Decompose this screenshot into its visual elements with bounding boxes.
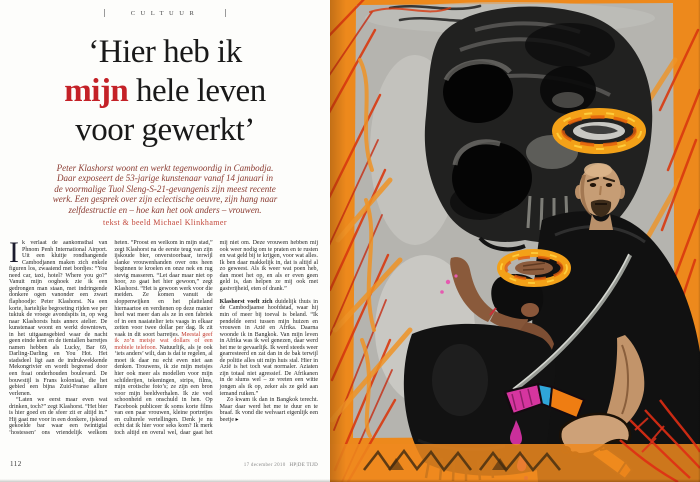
paragraph-4-text: Zo kwam ik dan in Bangkok terecht. Maar daar werd het me te duur en te braaf. Ik vond die welvaart eigenlijk een beetje [219, 397, 318, 423]
headline-line2-rest: hele leven [128, 73, 266, 109]
headline-line3: voor gewerkt’ [75, 112, 255, 148]
headline-accent-word: mijn [64, 73, 129, 109]
paragraph-2-text-a: “Laten we eerst maar even wat drinken, toch?” zegt Klashorst. “Het bier is hier goed en de sfeer zit er altijd in.” Hij gaat me voor in een donkere, ijskoud gekoelde bar waar een twintigtal ‘hostessen’ ons vriendelijk welkom heten. “Proost en welkom in mijn stad,” zegt Klashorst na de eerste teug van zijn ijskoude bier, onverstoorbaar, terwijl slanke vrouwenhanden over ons heen beginnen te kroelen en onze nek en rug stevig masseren. “Let daar maar niet op hoor, zo gaat het hier gewoon,” zegt Klashorst. “Het is gewoon werk voor die meiden. Ze komen vanuit de sloppenwijken en het platteland hiernaartoe en verdienen op deze manier heel wat meer dan als ze in een fabriek of in een naaiatelier iets vaags in elkaar zetten voor twee dollar per dag. Ik zit vaak in dit soort barretjes. [9, 240, 213, 436]
issue-date: 17 december 2010 [243, 463, 286, 468]
section-header [0, 9, 330, 17]
paragraph-1-text: k verlaat de aankomsthal van Phnom Penh International Airport. Uit een kluitje rondhangende Cambodjanen maken zich enkele figuren los, zwaaiend met bordjes: “You need car, taxi, hotel? Where you go?” Vanuit mijn ooghoek zie ik een gedrongen man staan, met indringende donkere ogen vanonder een zwart flaphoodje: Peter Klashorst. Na een korte, hartelijke begroeting rijden we per tuktuk de vroege avondspits in, op weg naar Klashorsts huis annex atelier. De kunstenaar woont en werkt downtown, in het uitgaansgebied waar de nacht geen einde kent en de tientallen barretjes namen hebben als Lucky, Bar 69, Darling-Darling en You Hot. Het stadsdeel ligt aan de indrukwekkende Mekongrivier en wordt begrensd door een fraai onderhouden boulevard. De bouwstijl is Frans koloniaal, die het gebied een bijna Zuid-Franse allure verlenen. [9, 240, 108, 397]
paragraph-2-text-b: Natuurlijk, als je ook ‘iets anders’ wilt, dan is dat te regelen, al moet ik daar nu echt even niet aan denken. Trouwens, ik zie mijn meisjes hier ook meer als modellen voor mijn schilderijen, tekeningen, strips, films, mijn erotische foto’s; ze zijn een bron voor mijn beeldverhalen. Ik zie veel schoonheid en onschuld in hen. Op Facebook publiceer ik soms korte films van een paar vrouwen, kleine portretjes en culturele vertellingen. Denk je nu echt dat ik hier voor seks kom? Ik merk toch altijd en overal wel, daar gaat het mij niet om. Deze vrouwen hebben mij ook weer nodig om te praten en te rusten en wat geld bij te krijgen, voor wat alles. Ik ben daar makkelijk in, dat is altijd al zo geweest. Als ik weer wat poen heb, dan moet het op, en als er even geen geld is, dan helpen ze mij ook met gastvrijheid, eten of drank.” [114, 240, 318, 436]
issue-info [244, 463, 318, 468]
section-label: CULTUUR [130, 9, 200, 17]
headline [0, 33, 330, 150]
kicker-rule-left [104, 9, 105, 17]
headline-line1: ‘Hier heb ik [88, 34, 242, 70]
standfirst-line: zelfdestructie en – hoe kan het ook anders – vrouwen. [68, 204, 262, 215]
standfirst-line: Daar exposeert de 53-jarige kunstenaar vanaf 14 januari in [57, 173, 273, 184]
page-number: 112 [10, 460, 22, 468]
paragraph-3 [220, 299, 318, 397]
standfirst [29, 163, 301, 215]
paragraph-4 [220, 397, 318, 423]
right-page-artwork [330, 0, 700, 482]
standfirst-line: de voormalige Tuol Sleng-S-21-gevangenis zijn meest recente [54, 183, 276, 194]
dropcap: I [9, 240, 19, 270]
kicker-rule-right [225, 9, 226, 17]
paragraph-3-lead: Klashorst voelt zich [219, 298, 273, 305]
continuation-arrow-icon: ▸ [235, 416, 239, 423]
paragraph-2-red-sentence: Meestal geef ik zo’n meisje wat dollars of een mobiele telefoon. [114, 331, 213, 351]
magazine-name: HP|DE TIJD [289, 463, 318, 468]
paragraph-1 [9, 240, 107, 397]
page-footer [10, 460, 318, 468]
standfirst-line: werk. Een gesprek over zijn eclectische oeuvre, zijn hang naar [52, 194, 278, 205]
left-page [0, 0, 330, 482]
paragraph-3-text: duidelijk thuis in de Cambodjaanse hoofdstad, waar hij min of meer bij toeval is beland. “Ik pendelde eerst tussen mijn huizen en vrouwen in Azië en Afrika. Daarna woonde ik in Bangkok. Van mijn leven in Afrika was ik wel genezen, daar werd het me te gevaarlijk. Ik werd steeds weer gearresteerd en zat dan in de bak terwijl de politie alles uit mijn huis stal. Hier in Azië is het toch wat normaler. Aziaten zijn totaal niet agressief. De Afrikanen in de slums wel – ze vreten een witte jongen als ik op, zeker als ze geld aan iemand ruiken.” [219, 298, 318, 397]
headline-line2 [0, 72, 330, 111]
byline: tekst & beeld Michael Klinkhamer [103, 218, 227, 228]
article-body [9, 240, 318, 438]
standfirst-line: Peter Klashorst woont en werkt tegenwoordig in Cambodja. [56, 163, 274, 173]
klashorst-collage-art [330, 0, 700, 482]
